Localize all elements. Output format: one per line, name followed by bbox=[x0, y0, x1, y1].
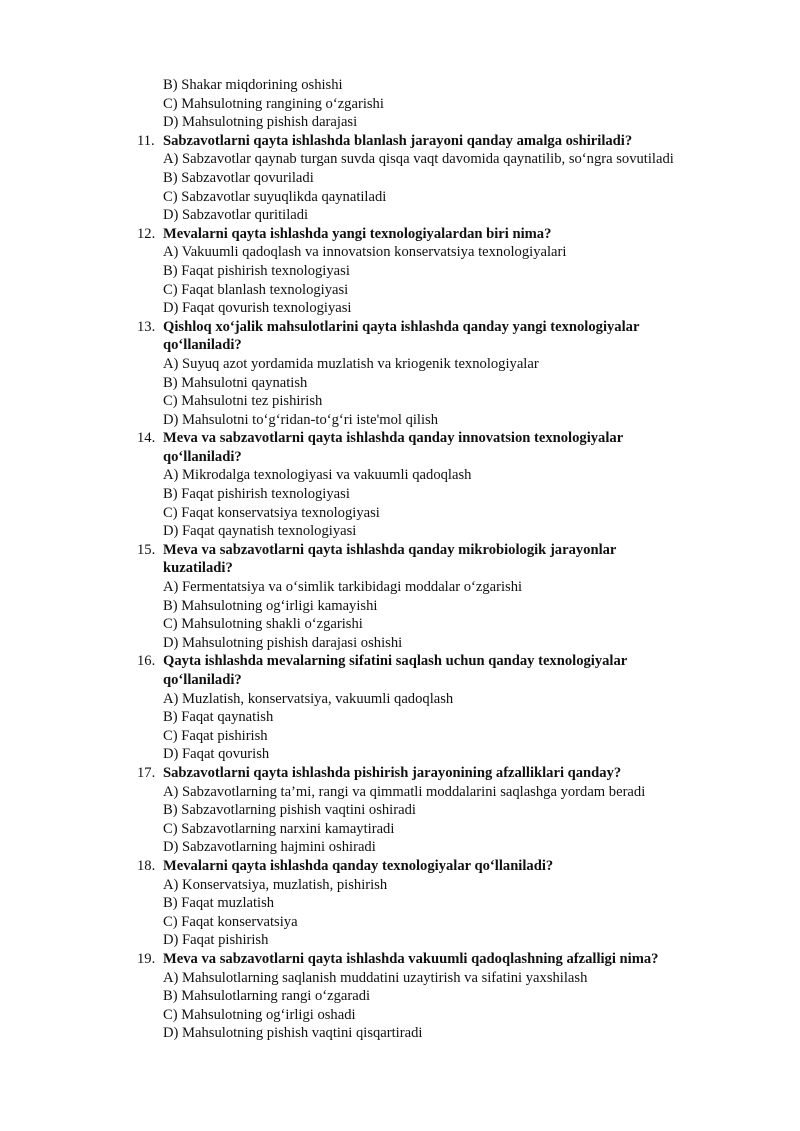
question-text-content: Sabzavotlarni qayta ishlashda blanlash jarayoni qanday amalga oshiriladi? bbox=[163, 132, 633, 149]
answer-option: B) Sabzavotlarning pishish vaqtini oshiradi bbox=[163, 802, 416, 819]
question-text-continued: qo‘llaniladi? bbox=[163, 337, 242, 354]
question-text bbox=[0, 857, 800, 876]
answer-option: C) Mahsulotning shakli o‘zgarishi bbox=[163, 616, 363, 633]
answer-option: A) Vakuumli qadoqlash va innovatsion konservatsiya texnologiyalari bbox=[163, 244, 567, 261]
answer-option: B) Faqat muzlatish bbox=[163, 895, 275, 912]
question-text-content: Meva va sabzavotlarni qayta ishlashda qanday mikrobiologik jarayonlar bbox=[163, 541, 617, 558]
answer-option: D) Mahsulotning pishish darajasi oshishi bbox=[163, 634, 403, 651]
question-text-continued: kuzatiladi? bbox=[163, 560, 233, 577]
question-text-content: Mevalarni qayta ishlashda qanday texnologiyalar qo‘llaniladi? bbox=[163, 857, 554, 874]
answer-option: A) Muzlatish, konservatsiya, vakuumli qadoqlash bbox=[163, 690, 454, 707]
question-text bbox=[0, 429, 800, 448]
answer-option: A) Suyuq azot yordamida muzlatish va kriogenik texnologiyalar bbox=[163, 355, 539, 372]
answer-option: B) Mahsulotni qaynatish bbox=[163, 374, 308, 391]
answer-option: C) Sabzavotlar suyuqlikda qaynatiladi bbox=[163, 188, 387, 205]
answer-option: B) Mahsulotlarning rangi o‘zgaradi bbox=[163, 988, 371, 1005]
question-text-content: Meva va sabzavotlarni qayta ishlashda vakuumli qadoqlashning afzalligi nima? bbox=[163, 950, 659, 967]
answer-option: D) Mahsulotni to‘g‘ridan-to‘g‘ri iste'mol qilish bbox=[163, 411, 439, 428]
answer-option: C) Sabzavotlarning narxini kamaytiradi bbox=[163, 820, 395, 837]
answer-option: B) Faqat pishirish texnologiyasi bbox=[163, 262, 350, 279]
answer-option: D) Faqat pishirish bbox=[163, 932, 269, 949]
question-number: 16. bbox=[137, 653, 156, 670]
answer-option: B) Faqat pishirish texnologiyasi bbox=[163, 486, 350, 503]
answer-option: A) Sabzavotlarning ta’mi, rangi va qimmatli moddalarini saqlashga yordam beradi bbox=[163, 783, 646, 800]
question-number: 14. bbox=[137, 430, 156, 447]
question-text-continued: qo‘llaniladi? bbox=[163, 448, 242, 465]
question-text-content: Sabzavotlarni qayta ishlashda pishirish jarayonining afzalliklari qanday? bbox=[163, 764, 622, 781]
answer-option: D) Sabzavotlar quritiladi bbox=[163, 207, 309, 224]
question-text bbox=[0, 652, 800, 671]
answer-option: B) Shakar miqdorining oshishi bbox=[163, 77, 343, 93]
answer-option: D) Mahsulotning pishish darajasi bbox=[163, 114, 358, 131]
document-page bbox=[0, 76, 800, 1043]
answer-option: C) Mahsulotning og‘irligi oshadi bbox=[163, 1006, 356, 1023]
answer-option: D) Mahsulotning pishish vaqtini qisqartiradi bbox=[163, 1025, 423, 1042]
answer-option: A) Fermentatsiya va o‘simlik tarkibidagi moddalar o‘zgarishi bbox=[163, 579, 523, 596]
question-number: 17. bbox=[137, 764, 156, 781]
question-text bbox=[0, 225, 800, 244]
question-text-content: Qishloq xo‘jalik mahsulotlarini qayta ishlashda qanday yangi texnologiyalar bbox=[163, 318, 640, 335]
answer-option: C) Faqat konservatsiya bbox=[163, 913, 298, 930]
question-text bbox=[0, 132, 800, 151]
answer-option: D) Faqat qaynatish texnologiyasi bbox=[163, 523, 357, 540]
answer-option: C) Mahsulotning rangining o‘zgarishi bbox=[163, 95, 384, 112]
answer-option: A) Mahsulotlarning saqlanish muddatini uzaytirish va sifatini yaxshilash bbox=[163, 969, 588, 986]
question-number: 12. bbox=[137, 225, 156, 242]
question-text-content: Qayta ishlashda mevalarning sifatini saqlash uchun qanday texnologiyalar bbox=[163, 653, 628, 670]
question-text bbox=[0, 318, 800, 337]
question-text bbox=[0, 541, 800, 560]
answer-option: A) Sabzavotlar qaynab turgan suvda qisqa vaqt davomida qaynatilib, so‘ngra sovutiladi bbox=[163, 151, 674, 168]
question-number: 11. bbox=[137, 132, 155, 149]
question-number: 15. bbox=[137, 541, 156, 558]
question-number: 19. bbox=[137, 950, 156, 967]
answer-option: C) Faqat pishirish bbox=[163, 727, 268, 744]
answer-option: C) Mahsulotni tez pishirish bbox=[163, 393, 323, 410]
answer-option: A) Konservatsiya, muzlatish, pishirish bbox=[163, 876, 388, 893]
question-text bbox=[0, 764, 800, 783]
answer-option: C) Faqat konservatsiya texnologiyasi bbox=[163, 504, 380, 521]
answer-option: C) Faqat blanlash texnologiyasi bbox=[163, 281, 349, 298]
answer-option: A) Mikrodalga texnologiyasi va vakuumli qadoqlash bbox=[163, 467, 472, 484]
question-text-content: Meva va sabzavotlarni qayta ishlashda qanday innovatsion texnologiyalar bbox=[163, 430, 624, 447]
question-text bbox=[0, 950, 800, 969]
question-number: 13. bbox=[137, 318, 156, 335]
answer-option: B) Faqat qaynatish bbox=[163, 709, 274, 726]
question-text-content: Mevalarni qayta ishlashda yangi texnologiyalardan biri nima? bbox=[163, 225, 552, 242]
question-number: 18. bbox=[137, 857, 156, 874]
answer-option: D) Faqat qovurish texnologiyasi bbox=[163, 300, 352, 317]
answer-option: B) Mahsulotning og‘irligi kamayishi bbox=[163, 597, 378, 614]
answer-option: D) Faqat qovurish bbox=[163, 746, 270, 763]
question-text-continued: qo‘llaniladi? bbox=[163, 672, 242, 688]
answer-option: B) Sabzavotlar qovuriladi bbox=[163, 169, 314, 186]
answer-option: D) Sabzavotlarning hajmini oshiradi bbox=[163, 839, 376, 856]
